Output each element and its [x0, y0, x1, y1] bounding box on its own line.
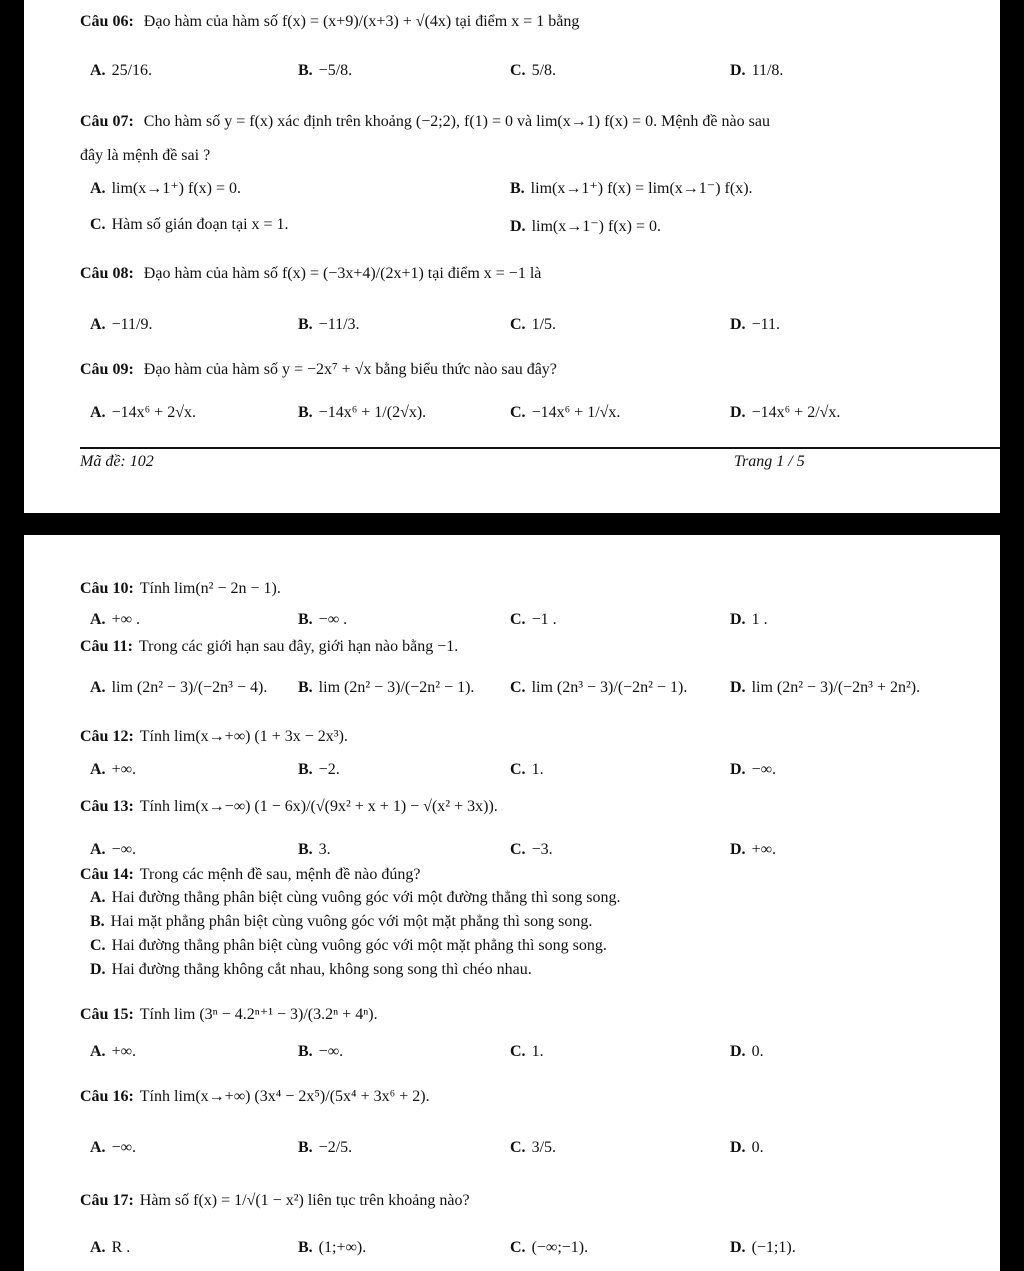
- option-d[interactable]: D. 0.: [730, 1043, 764, 1060]
- question-text: Trong các giới hạn sau đây, giới hạn nào bằng −1.: [138, 638, 459, 655]
- option-c[interactable]: C. −14x⁶ + 1/√x.: [510, 404, 621, 421]
- option-c[interactable]: C. 1/5.: [510, 316, 557, 333]
- option-a[interactable]: A. 25/16.: [90, 62, 153, 79]
- question-text: Tính lim(x→+∞) (3x⁴ − 2x⁵)/(5x⁴ + 3x⁶ + 2).: [139, 1088, 430, 1105]
- option-c[interactable]: C. Hai đường thẳng phân biệt cùng vuông góc với một mặt phẳng thì song song.: [90, 937, 607, 954]
- option-c[interactable]: C. lim (2n³ − 3)/(−2n² − 1).: [510, 679, 688, 696]
- exam-code: Mã đề: 102: [80, 453, 154, 470]
- option-a[interactable]: A. +∞ .: [90, 611, 140, 628]
- option-d[interactable]: D. −11.: [730, 316, 780, 333]
- exam-page-1: [24, 0, 1000, 513]
- question-text: Đạo hàm của hàm số y = −2x⁷ + √x bằng biểu thức nào sau đây?: [143, 361, 557, 378]
- option-c[interactable]: C. −3.: [510, 841, 553, 858]
- option-d[interactable]: D. 11/8.: [730, 62, 784, 79]
- option-c[interactable]: C. 1.: [510, 1043, 544, 1060]
- option-a[interactable]: A. Hai đường thẳng phân biệt cùng vuông góc với một đường thẳng thì song song.: [90, 889, 621, 906]
- question-text: Hàm số f(x) = 1/√(1 − x²) liên tục trên khoảng nào?: [139, 1192, 470, 1209]
- question-text: Tính lim(n² − 2n − 1).: [139, 580, 281, 597]
- option-c[interactable]: C. (−∞;−1).: [510, 1239, 589, 1256]
- option-a[interactable]: A. −11/9.: [90, 316, 153, 333]
- question-13: Câu 13: Tính lim(x→−∞) (1 − 6x)/(√(9x² + x + 1) − √(x² + 3x)).: [80, 798, 498, 815]
- question-text: Tính lim(x→−∞) (1 − 6x)/(√(9x² + x + 1) − √(x² + 3x)).: [139, 798, 498, 815]
- option-d[interactable]: D. Hai đường thẳng không cắt nhau, không song song thì chéo nhau.: [90, 961, 532, 978]
- option-b[interactable]: B. lim(x→1⁺) f(x) = lim(x→1⁻) f(x).: [510, 180, 753, 197]
- option-b[interactable]: B. −5/8.: [298, 62, 353, 79]
- option-b[interactable]: B. −11/3.: [298, 316, 360, 333]
- question-10: Câu 10: Tính lim(n² − 2n − 1).: [80, 580, 281, 597]
- question-11: Câu 11: Trong các giới hạn sau đây, giới hạn nào bằng −1.: [80, 638, 459, 655]
- option-a[interactable]: A. lim(x→1⁺) f(x) = 0.: [90, 180, 242, 197]
- option-c[interactable]: C. 3/5.: [510, 1139, 557, 1156]
- option-b[interactable]: B. Hai mặt phẳng phân biệt cùng vuông góc với một mặt phẳng thì song song.: [90, 913, 593, 930]
- question-08: Câu 08: Đạo hàm của hàm số f(x) = (−3x+4)/(2x+1) tại điểm x = −1 là: [80, 265, 542, 282]
- option-d[interactable]: D. lim (2n² − 3)/(−2n³ + 2n²).: [730, 679, 921, 696]
- option-a[interactable]: A. +∞.: [90, 761, 136, 778]
- option-d[interactable]: D. 1 .: [730, 611, 768, 628]
- question-07: Câu 07: Cho hàm số y = f(x) xác định trên khoảng (−2;2), f(1) = 0 và lim(x→1) f(x) = 0. Mệnh đề nào sau: [80, 113, 770, 130]
- option-a[interactable]: A. lim (2n² − 3)/(−2n³ − 4).: [90, 679, 268, 696]
- option-c[interactable]: C. 1.: [510, 761, 544, 778]
- page-number: Trang 1 / 5: [734, 453, 805, 470]
- question-12: Câu 12: Tính lim(x→+∞) (1 + 3x − 2x³).: [80, 728, 348, 745]
- option-a[interactable]: A. R .: [90, 1239, 131, 1256]
- question-text: Đạo hàm của hàm số f(x) = (x+9)/(x+3) + √(4x) tại điểm x = 1 bằng: [143, 13, 580, 30]
- question-09: Câu 09: Đạo hàm của hàm số y = −2x⁷ + √x bằng biểu thức nào sau đây?: [80, 361, 557, 378]
- option-c[interactable]: C. −1 .: [510, 611, 557, 628]
- option-d[interactable]: D. +∞.: [730, 841, 776, 858]
- option-b[interactable]: B. (1;+∞).: [298, 1239, 367, 1256]
- option-a[interactable]: A. −∞.: [90, 841, 136, 858]
- question-label: Câu 06:: [80, 13, 134, 30]
- question-16: Câu 16: Tính lim(x→+∞) (3x⁴ − 2x⁵)/(5x⁴ + 3x⁶ + 2).: [80, 1088, 430, 1105]
- question-text: Tính lim (3ⁿ − 4.2ⁿ⁺¹ − 3)/(3.2ⁿ + 4ⁿ).: [139, 1006, 378, 1023]
- question-14: Câu 14: Trong các mệnh đề sau, mệnh đề nào đúng?: [80, 866, 421, 883]
- option-d[interactable]: D. (−1;1).: [730, 1239, 796, 1256]
- option-a[interactable]: A. −14x⁶ + 2√x.: [90, 404, 196, 421]
- option-b[interactable]: B. −2.: [298, 761, 340, 778]
- option-a[interactable]: A. −∞.: [90, 1139, 136, 1156]
- option-d[interactable]: D. −14x⁶ + 2/√x.: [730, 404, 841, 421]
- option-d[interactable]: D. lim(x→1⁻) f(x) = 0.: [510, 218, 662, 235]
- exam-page-2: [24, 535, 1000, 1271]
- option-b[interactable]: B. −14x⁶ + 1/(2√x).: [298, 404, 427, 421]
- option-b[interactable]: B. −2/5.: [298, 1139, 353, 1156]
- question-text: Đạo hàm của hàm số f(x) = (−3x+4)/(2x+1) tại điểm x = −1 là: [143, 265, 542, 282]
- question-15: Câu 15: Tính lim (3ⁿ − 4.2ⁿ⁺¹ − 3)/(3.2ⁿ + 4ⁿ).: [80, 1006, 378, 1023]
- option-b[interactable]: B. 3.: [298, 841, 331, 858]
- question-06: [80, 12, 970, 32]
- question-text: Cho hàm số y = f(x) xác định trên khoảng (−2;2), f(1) = 0 và lim(x→1) f(x) = 0. Mệnh đề nào sau: [143, 113, 770, 130]
- question-17: Câu 17: Hàm số f(x) = 1/√(1 − x²) liên tục trên khoảng nào?: [80, 1192, 470, 1209]
- option-c[interactable]: C. 5/8.: [510, 62, 557, 79]
- option-b[interactable]: B. lim (2n² − 3)/(−2n² − 1).: [298, 679, 475, 696]
- option-b[interactable]: B. −∞.: [298, 1043, 344, 1060]
- question-text: Trong các mệnh đề sau, mệnh đề nào đúng?: [139, 866, 421, 883]
- question-07-line2: đây là mệnh đề sai ?: [80, 147, 211, 164]
- option-b[interactable]: B. −∞ .: [298, 611, 348, 628]
- option-a[interactable]: A. +∞.: [90, 1043, 136, 1060]
- option-c[interactable]: C. Hàm số gián đoạn tại x = 1.: [90, 216, 289, 233]
- question-text: Tính lim(x→+∞) (1 + 3x − 2x³).: [139, 728, 348, 745]
- option-d[interactable]: D. 0.: [730, 1139, 764, 1156]
- option-d[interactable]: D. −∞.: [730, 761, 776, 778]
- footer-divider: [80, 447, 1000, 449]
